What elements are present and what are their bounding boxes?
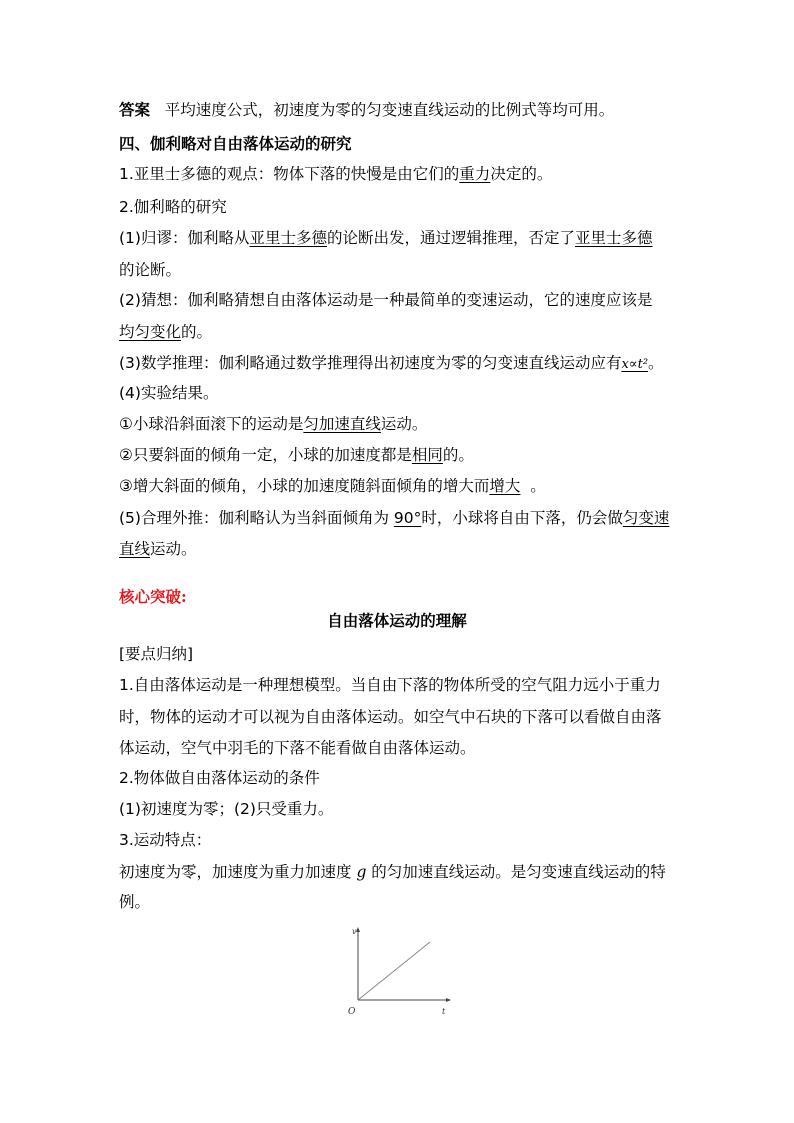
g-symbol: g — [356, 863, 367, 881]
text-span: 的。 — [442, 446, 474, 464]
t-axis-arrow — [446, 998, 451, 1002]
text-span: 时，小球将自由下落，仍会做 — [421, 509, 623, 527]
point-3-heading: 3.运动特点： — [119, 831, 212, 849]
underlined-answer: 亚里士多德 — [249, 229, 327, 247]
velocity-time-graph — [340, 922, 460, 1022]
underlined-answer: 均匀变化 — [119, 323, 182, 341]
experiment-results-heading: (4)实验结果。 — [119, 384, 219, 402]
result-2 — [119, 445, 474, 465]
result-1 — [119, 414, 427, 434]
text-span: (3)数学推理：伽利略通过数学推理得出初速度为零的匀变速直线运动应有 — [119, 354, 622, 372]
point-1-line-2: 时，物体的运动才可以视为自由落体运动。如空气中石块的下落可以看做自由落 — [119, 708, 662, 726]
point-1-line-3: 体运动，空气中羽毛的下落不能看做自由落体运动。 — [119, 739, 476, 757]
galileo-research-heading: 2.伽利略的研究 — [119, 198, 227, 216]
underlined-answer: 亚里士多德 — [575, 229, 653, 247]
text-span: 。 — [520, 477, 546, 495]
text-span: 1.亚里士多德的观点：物体下落的快慢是由它们的 — [119, 165, 460, 183]
section-heading-galileo: 四、伽利略对自由落体运动的研究 — [119, 135, 352, 153]
text-span: ①小球沿斜面滚下的运动是 — [119, 415, 304, 433]
v-t-line — [358, 942, 430, 1000]
text-span: 运动。 — [380, 415, 428, 433]
origin-label: O — [348, 1007, 356, 1017]
reductio-line — [119, 228, 653, 248]
underlined-answer: 增大 — [489, 477, 521, 495]
core-breakthrough-label: 核心突破: — [119, 587, 187, 606]
formula: x∝t² — [621, 357, 649, 372]
math-reasoning-line — [119, 353, 664, 375]
answer-text: 平均速度公式，初速度为零的匀变速直线运动的比例式等均可用。 — [164, 101, 615, 119]
text-span: (5)合理外推：伽利略认为当斜面倾角为 — [119, 509, 394, 527]
underlined-answer: 相同 — [411, 446, 443, 464]
text-span: 的。 — [181, 323, 213, 341]
text-span: 决定的。 — [490, 165, 553, 183]
underlined-answer: 重力 — [459, 165, 491, 183]
text-span: 的论断出发，通过逻辑推理，否定了 — [326, 229, 575, 247]
underlined-answer: 直线 — [119, 540, 151, 558]
conjecture-line-2 — [119, 322, 212, 342]
section-title: 自由落体运动的理解 — [327, 612, 467, 630]
point-2-heading: 2.物体做自由落体运动的条件 — [119, 769, 320, 787]
point-3-text-2: 例。 — [119, 893, 151, 911]
point-1-line-1: 1.自由落体运动是一种理想模型。当自由下落的物体所受的空气阻力远小于重力 — [119, 676, 661, 694]
text-span: ②只要斜面的倾角一定，小球的加速度都是 — [119, 446, 412, 464]
text-span: 初速度为零，加速度为重力加速度 — [119, 863, 357, 881]
text-span: ③增大斜面的倾角，小球的加速度随斜面倾角的增大而 — [119, 477, 490, 495]
text-span: (1)归谬：伽利略从 — [119, 229, 250, 247]
point-3-text — [119, 862, 666, 882]
underlined-answer: 匀变速 — [622, 509, 670, 527]
text-span: 运动。 — [150, 540, 197, 558]
reductio-line-2: 的论断。 — [119, 261, 182, 279]
answer-line — [119, 100, 614, 120]
extrapolation-line — [119, 508, 669, 528]
answer-label: 答案 — [119, 101, 151, 119]
underlined-answer: 匀加速直线 — [303, 415, 381, 433]
text-span: 的匀加速直线运动。是匀变速直线运动的特 — [366, 863, 666, 881]
point-2-conditions: (1)初速度为零；(2)只受重力。 — [119, 800, 334, 818]
result-3 — [119, 476, 546, 496]
conjecture-line: (2)猜想：伽利略猜想自由落体运动是一种最简单的变速运动，它的速度应该是 — [119, 291, 653, 309]
v-axis-arrow — [356, 927, 360, 932]
t-axis-label: t — [442, 1007, 446, 1016]
extrapolation-line-2 — [119, 539, 197, 559]
key-points-label: [要点归纳] — [119, 645, 194, 663]
text-span: 。 — [648, 354, 664, 372]
v-axis-label: v — [352, 927, 357, 936]
aristotle-view — [119, 164, 552, 184]
underlined-answer: 90° — [393, 509, 422, 527]
